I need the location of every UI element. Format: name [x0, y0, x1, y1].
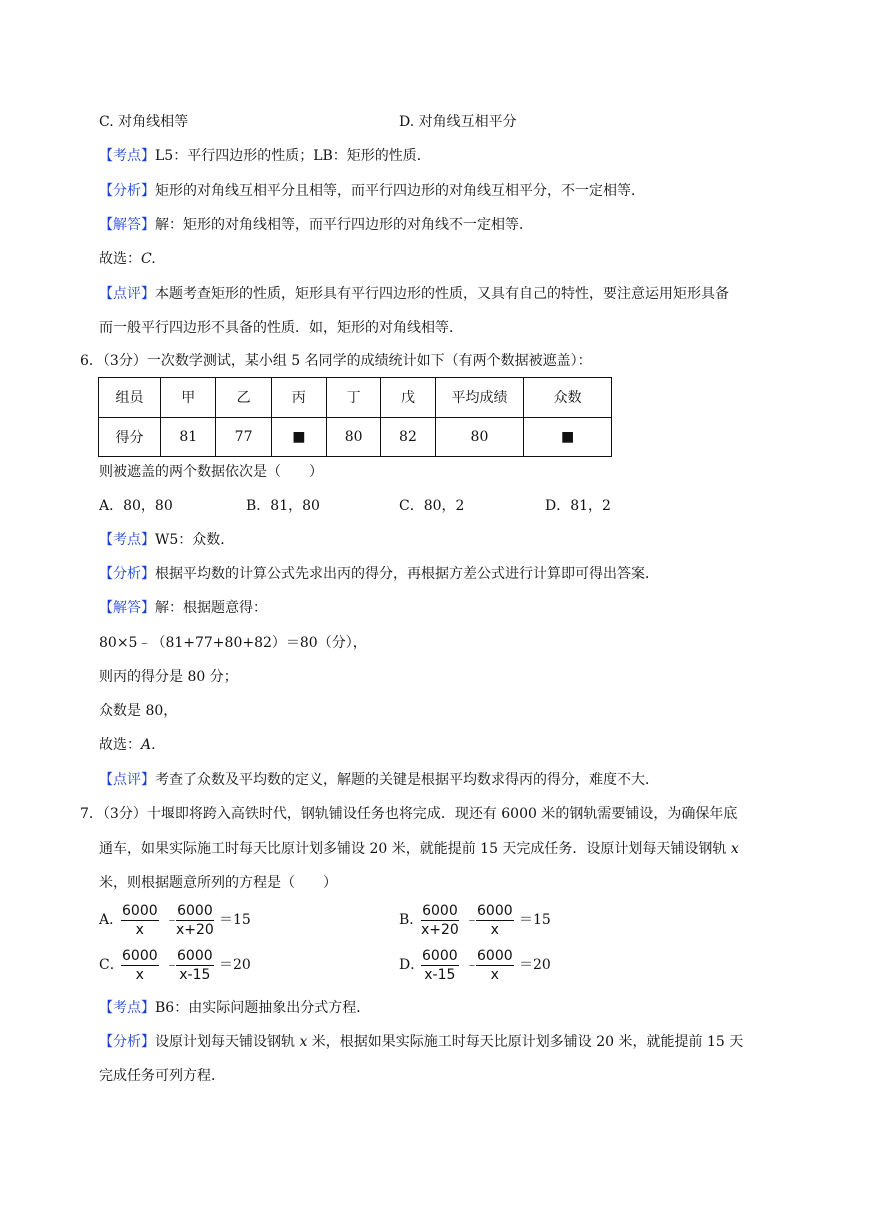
table-cell-masked: ■ [524, 417, 612, 457]
q7-fenxi-1 [99, 1032, 743, 1052]
denominator: x+20 [421, 922, 459, 938]
numerator: 6000 [177, 948, 213, 964]
table-row [99, 417, 612, 457]
table-cell: 丁 [326, 378, 380, 418]
minus-sign: ﹣ [165, 912, 179, 928]
numerator: 6000 [477, 903, 513, 919]
numerator: 6000 [477, 948, 513, 964]
numerator: 6000 [122, 948, 158, 964]
minus-sign: ﹣ [465, 957, 479, 973]
table-cell: 乙 [216, 378, 271, 418]
dianping-text: 考查了众数及平均数的定义，解题的关键是根据平均数求得丙的得分，难度不大． [155, 772, 659, 788]
q7-fenxi-2: 完成任务可列方程． [99, 1068, 225, 1084]
dianping-tag: 【点评】 [99, 772, 155, 788]
q5-jieda [99, 215, 533, 235]
fenxi-tag: 【分析】 [99, 566, 155, 582]
table-cell-masked: ■ [271, 417, 326, 457]
answer-letter: C. [141, 251, 156, 267]
stem-text: 通车，如果实际施工时每天比原计划多铺设 20 米，就能提前 15 天完成任务．设原计划每天铺设钢轨 [99, 841, 731, 857]
fraction [121, 947, 159, 984]
option-letter: A． [99, 912, 124, 928]
fraction [476, 902, 514, 939]
fraction [176, 902, 214, 939]
fraction [121, 902, 159, 939]
kaodian-text: B6：由实际问题抽象出分式方程． [155, 1000, 371, 1016]
fenxi-text: 矩形的对角线互相平分且相等，而平行四边形的对角线互相平分，不一定相等． [155, 183, 645, 199]
q7-kaodian [99, 998, 370, 1018]
q5-kaodian [99, 146, 431, 166]
answer-prefix: 故选： [99, 251, 141, 267]
q6-stem: 6．（3分）一次数学测试，某小组 5 名同学的成绩统计如下（有两个数据被遮盖）： [80, 353, 592, 369]
answer-letter: A. [141, 737, 156, 753]
q7-stem-2 [99, 839, 739, 859]
option-letter: D． [399, 957, 425, 973]
fenxi-text: 设原计划每天铺设钢轨 [155, 1034, 300, 1050]
jieda-tag: 【解答】 [99, 600, 155, 616]
numerator: 6000 [177, 903, 213, 919]
denominator: x [490, 967, 499, 983]
fraction [476, 947, 514, 984]
table-cell: 戊 [381, 378, 435, 418]
q7-stem-1: 7．（3分）十堰即将跨入高铁时代，钢轨铺设任务也将完成．现还有 6000 米的钢轨需要铺设，为确保年底 [80, 806, 738, 822]
dianping-text: 本题考查矩形的性质，矩形具有平行四边形的性质，又具有自己的特性，要注意运用矩形具备 [155, 286, 729, 302]
fraction [421, 947, 459, 984]
jieda-text: 解：矩形的对角线相等，而平行四边形的对角线不一定相等． [155, 217, 533, 233]
denominator: x [490, 922, 499, 938]
q6-bing-score: 则丙的得分是 80 分； [99, 669, 238, 685]
fenxi-text: 米，根据如果实际施工时每天比原计划多铺设 20 米，就能提前 15 天 [307, 1034, 744, 1050]
q5-dianping-1 [99, 284, 729, 304]
option-letter: C． [99, 957, 124, 973]
numerator: 6000 [422, 948, 458, 964]
q6-dianping [99, 770, 659, 790]
denominator: x-15 [179, 967, 211, 983]
kaodian-tag: 【考点】 [99, 1000, 155, 1016]
q6-option-b: B．81，80 [246, 498, 320, 514]
kaodian-text: L5：平行四边形的性质；LB：矩形的性质． [155, 148, 431, 164]
kaodian-text: W5：众数． [155, 532, 235, 548]
table-cell: 平均成绩 [435, 378, 524, 418]
fenxi-tag: 【分析】 [99, 1034, 155, 1050]
table-cell: 甲 [161, 378, 216, 418]
dianping-tag: 【点评】 [99, 286, 155, 302]
numerator: 6000 [122, 903, 158, 919]
jieda-text: 解：根据题意得： [155, 600, 267, 616]
numerator: 6000 [422, 903, 458, 919]
jieda-tag: 【解答】 [99, 217, 155, 233]
q6-option-a: A．80，80 [99, 498, 173, 514]
q6-answer [99, 735, 156, 755]
minus-sign: ﹣ [465, 912, 479, 928]
equation-rhs: ＝15 [519, 912, 551, 928]
table-cell: 众数 [524, 378, 612, 418]
table-cell: 得分 [99, 417, 161, 457]
variable-x: x [730, 841, 739, 857]
q6-mode: 众数是 80， [99, 703, 178, 719]
fraction [176, 947, 214, 984]
variable-x: x [299, 1034, 308, 1050]
q6-kaodian [99, 530, 234, 550]
fenxi-text: 根据平均数的计算公式先求出丙的得分，再根据方差公式进行计算即可得出答案． [155, 566, 659, 582]
q6-option-d: D．81，2 [545, 498, 611, 514]
table-cell: 丙 [271, 378, 326, 418]
score-table [98, 377, 612, 457]
equation-rhs: ＝15 [219, 912, 251, 928]
q5-option-d: D. 对角线互相平分 [399, 114, 517, 130]
equation-rhs: ＝20 [519, 957, 551, 973]
q6-question: 则被遮盖的两个数据依次是（ ） [99, 464, 323, 480]
minus-sign: ﹣ [165, 957, 179, 973]
table-cell: 81 [161, 417, 216, 457]
kaodian-tag: 【考点】 [99, 148, 155, 164]
q6-jieda [99, 598, 267, 618]
denominator: x-15 [424, 967, 456, 983]
denominator: x [135, 922, 144, 938]
table-header-row [99, 378, 612, 418]
table-cell: 80 [326, 417, 380, 457]
fraction [421, 902, 459, 939]
q6-fenxi [99, 564, 659, 584]
answer-prefix: 故选： [99, 737, 141, 753]
fenxi-tag: 【分析】 [99, 183, 155, 199]
q7-stem-3: 米，则根据题意所列的方程是（ ） [99, 875, 337, 891]
table-cell: 77 [216, 417, 271, 457]
table-cell: 组员 [99, 378, 161, 418]
kaodian-tag: 【考点】 [99, 532, 155, 548]
table-cell: 82 [381, 417, 435, 457]
q5-answer [99, 249, 156, 269]
equation-rhs: ＝20 [219, 957, 251, 973]
q5-option-c: C. 对角线相等 [99, 114, 189, 130]
denominator: x+20 [176, 922, 214, 938]
denominator: x [135, 967, 144, 983]
q6-calc: 80×5﹣（81+77+80+82）＝80（分）， [99, 635, 367, 651]
option-letter: B． [399, 912, 424, 928]
table-cell: 80 [435, 417, 524, 457]
q5-fenxi [99, 181, 645, 201]
q6-option-c: C．80，2 [399, 498, 465, 514]
q5-dianping-2: 而一般平行四边形不具备的性质．如，矩形的对角线相等． [99, 320, 463, 336]
